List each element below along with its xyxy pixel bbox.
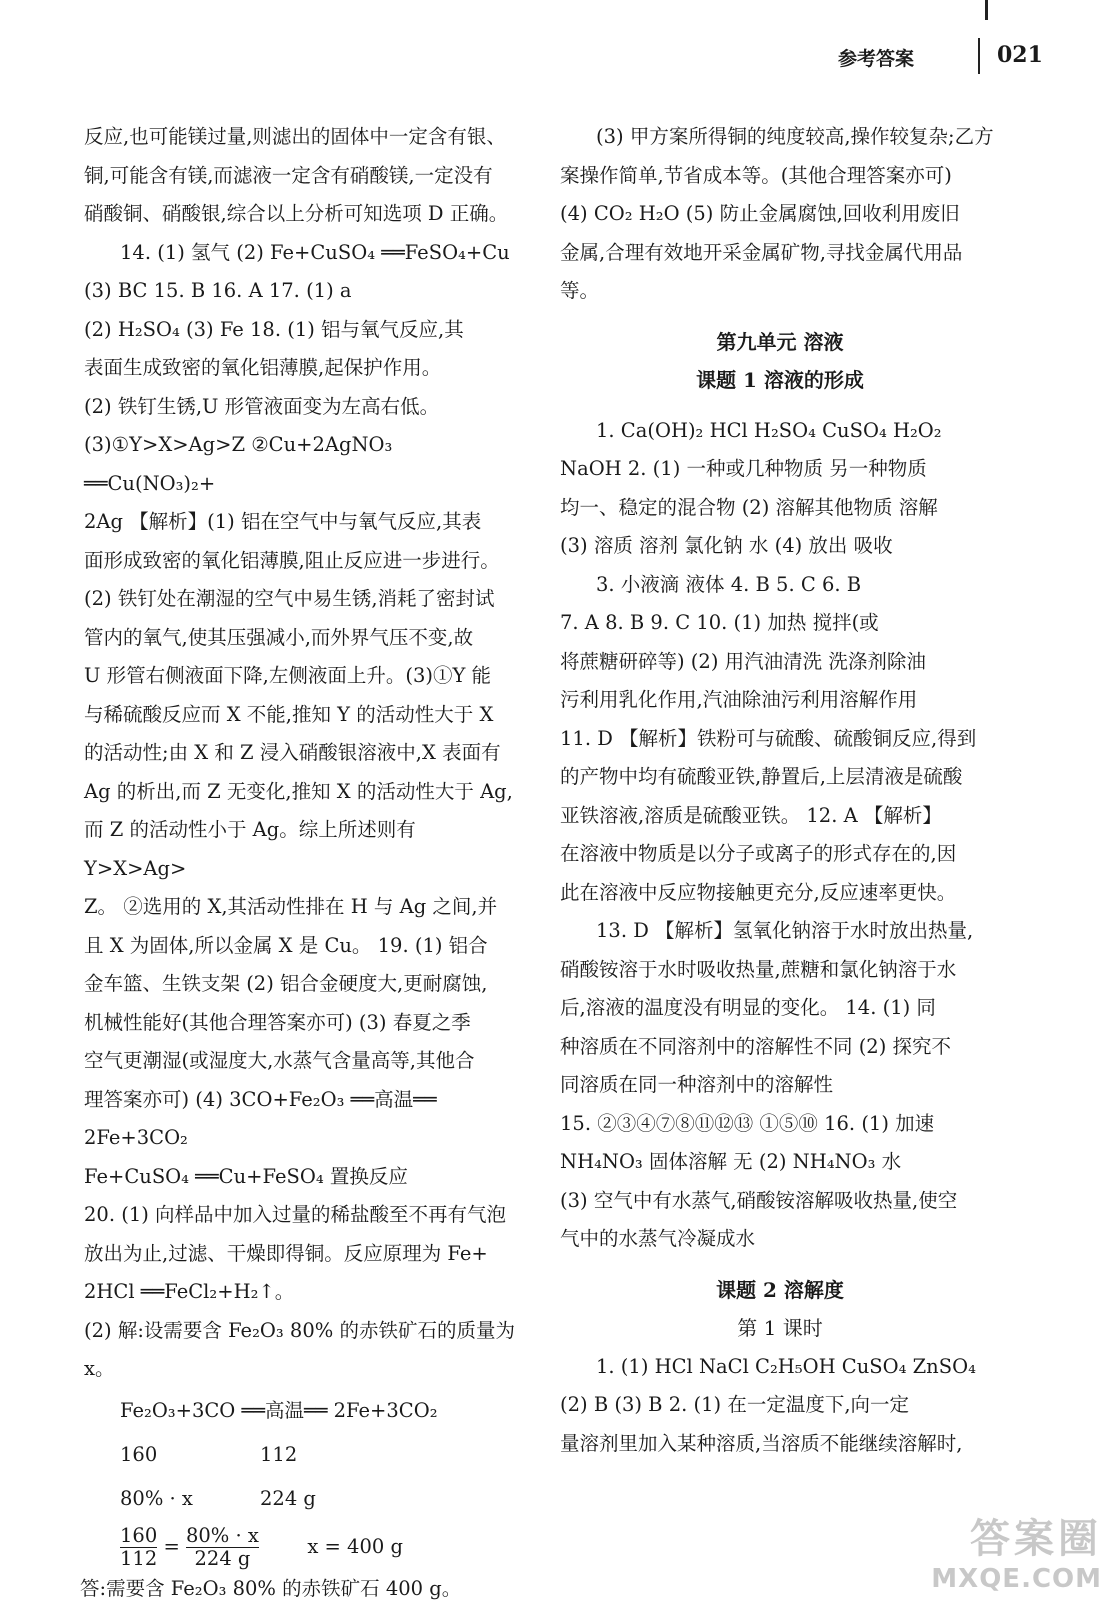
text-line: 亚铁溶液,溶质是硫酸亚铁。 12. A 【解析】 [560,797,1000,836]
calc-result: x = 400 g [307,1535,403,1558]
text-line: 金车篮、生铁支架 (2) 铝合金硬度大,更耐腐蚀, [84,965,516,1004]
text-line: 13. D 【解析】氢氧化钠溶于水时放出热量, [560,912,1000,951]
text-line: (3) 甲方案所得铜的纯度较高,操作较复杂;乙方 [560,118,1000,157]
text-line: 管内的氧气,使其压强减小,而外界气压不变,故 [84,619,516,658]
text-line: 的产物中均有硫酸亚铁,静置后,上层清液是硫酸 [560,758,1000,797]
text-line: 硝酸铵溶于水时吸收热量,蔗糖和氯化钠溶于水 [560,951,1000,990]
text-line: 反应,也可能镁过量,则滤出的固体中一定含有银、 [84,118,516,157]
text-line: (2) 铁钉处在潮湿的空气中易生锈,消耗了密封试 [84,580,516,619]
calc-equation: Fe₂O₃+3CO ══高温══ 2Fe+3CO₂ [120,1389,516,1433]
calc-cell: 160 [120,1433,260,1477]
text-line: 量溶剂里加入某种溶质,当溶质不能继续溶解时, [560,1425,1000,1464]
fraction-numerator: 80% · x [186,1525,259,1548]
text-line: Ag 的析出,而 Z 无变化,推知 X 的活动性大于 Ag, [84,773,516,812]
text-line: 同溶质在同一种溶剂中的溶解性 [560,1066,1000,1105]
text-line: 此在溶液中反应物接触更充分,反应速率更快。 [560,874,1000,913]
text-line: U 形管右侧液面下降,左侧液面上升。(3)①Y 能 [84,657,516,696]
lesson-title: 课题 2 溶解度 [560,1271,1000,1310]
calc-proportion [120,1521,516,1570]
text-line: (3)①Y>X>Ag>Z ②Cu+2AgNO₃ ══Cu(NO₃)₂+ [84,426,516,503]
period-title: 第 1 课时 [560,1309,1000,1348]
text-line: 硝酸铜、硝酸银,综合以上分析可知选项 D 正确。 [84,195,516,234]
header-divider [978,38,980,74]
text-line: 而 Z 的活动性小于 Ag。综上所述则有 Y>X>Ag> [84,811,516,888]
text-line: (2) 铁钉生锈,U 形管液面变为左高右低。 [84,388,516,427]
calc-cell: 224 g [260,1487,316,1510]
binding-rule [985,0,988,20]
text-line: 均一、稳定的混合物 (2) 溶解其他物质 溶解 [560,489,1000,528]
running-header-title: 参考答案 [838,44,914,71]
fraction-numerator: 160 [120,1525,157,1548]
watermark-url: MXQE.COM [931,1564,1102,1594]
text-line: 2Ag 【解析】(1) 铝在空气中与氧气反应,其表 [84,503,516,542]
text-line: Z。 ②选用的 X,其活动性排在 H 与 Ag 之间,并 [84,888,516,927]
text-line: 种溶质在不同溶剂中的溶解性不同 (2) 探究不 [560,1028,1000,1067]
page-number: 021 [997,42,1043,68]
equals-sign: = [163,1535,179,1558]
text-line: x。 [84,1350,516,1389]
answer-line: 答:需要含 Fe₂O₃ 80% 的赤铁矿石 400 g。 [80,1570,516,1608]
calc-row [120,1477,516,1521]
text-line: (4) CO₂ H₂O (5) 防止金属腐蚀,回收利用废旧 [560,195,1000,234]
text-line: (2) H₂SO₄ (3) Fe 18. (1) 铝与氧气反应,其 [84,311,516,350]
text-line: 2HCl ══FeCl₂+H₂↑。 [84,1273,516,1312]
text-line: 后,溶液的温度没有明显的变化。 14. (1) 同 [560,989,1000,1028]
text-line: 15. ②③④⑦⑧⑪⑫⑬ ①⑤⑩ 16. (1) 加速 [560,1105,1000,1144]
text-line: 与稀硫酸反应而 X 不能,推知 Y 的活动性大于 X [84,696,516,735]
text-line: 铜,可能含有镁,而滤液一定含有硝酸镁,一定没有 [84,157,516,196]
fraction-denominator: 224 g [186,1548,259,1570]
left-column [84,118,516,1608]
text-line: 且 X 为固体,所以金属 X 是 Cu。 19. (1) 铝合 [84,927,516,966]
calc-cell: 112 [260,1443,297,1466]
watermark [931,1507,1102,1594]
text-line: 金属,合理有效地开采金属矿物,寻找金属代用品 [560,234,1000,273]
text-line: 面形成致密的氧化铝薄膜,阻止反应进一步进行。 [84,542,516,581]
text-line: 3. 小液滴 液体 4. B 5. C 6. B [560,566,1000,605]
text-line: 等。 [560,272,1000,311]
text-line: 机械性能好(其他合理答案亦可) (3) 春夏之季 [84,1004,516,1043]
text-line: 在溶液中物质是以分子或离子的形式存在的,因 [560,835,1000,874]
watermark-logo: 答案圈 [931,1507,1102,1564]
text-line: 空气更潮湿(或湿度大,水蒸气含量高等,其他合 [84,1042,516,1081]
lesson-title: 课题 1 溶液的形成 [560,361,1000,400]
text-line: 7. A 8. B 9. C 10. (1) 加热 搅拌(或 [560,604,1000,643]
text-line: NH₄NO₃ 固体溶解 无 (2) NH₄NO₃ 水 [560,1143,1000,1182]
text-line: 20. (1) 向样品中加入过量的稀盐酸至不再有气泡 [84,1196,516,1235]
text-line: 的活动性;由 X 和 Z 浸入硝酸银溶液中,X 表面有 [84,734,516,773]
text-line: (3) 空气中有水蒸气,硝酸铵溶解吸收热量,使空 [560,1182,1000,1221]
text-line: Fe+CuSO₄ ══Cu+FeSO₄ 置换反应 [84,1158,516,1197]
text-line: NaOH 2. (1) 一种或几种物质 另一种物质 [560,450,1000,489]
calc-cell: 80% · x [120,1477,260,1521]
text-line: 14. (1) 氢气 (2) Fe+CuSO₄ ══FeSO₄+Cu [84,234,516,273]
text-line: 案操作简单,节省成本等。(其他合理答案亦可) [560,157,1000,196]
text-line: (3) 溶质 溶剂 氯化钠 水 (4) 放出 吸收 [560,527,1000,566]
fraction-right [186,1525,259,1570]
text-line: (3) BC 15. B 16. A 17. (1) a [84,272,516,311]
text-line: 表面生成致密的氧化铝薄膜,起保护作用。 [84,349,516,388]
unit-title: 第九单元 溶液 [560,323,1000,362]
text-line: 理答案亦可) (4) 3CO+Fe₂O₃ ══高温══ 2Fe+3CO₂ [84,1081,516,1158]
text-line: 1. (1) HCl NaCl C₂H₅OH CuSO₄ ZnSO₄ [560,1348,1000,1387]
text-line: 1. Ca(OH)₂ HCl H₂SO₄ CuSO₄ H₂O₂ [560,412,1000,451]
calculation-block [84,1389,516,1570]
fraction-left [120,1525,157,1570]
fraction-denominator: 112 [120,1548,157,1570]
text-line: 气中的水蒸气冷凝成水 [560,1220,1000,1259]
text-line: 放出为止,过滤、干燥即得铜。反应原理为 Fe+ [84,1235,516,1274]
text-line: 11. D 【解析】铁粉可与硫酸、硫酸铜反应,得到 [560,720,1000,759]
text-line: (2) B (3) B 2. (1) 在一定温度下,向一定 [560,1386,1000,1425]
text-line: 污利用乳化作用,汽油除油污利用溶解作用 [560,681,1000,720]
calc-row [120,1433,516,1477]
text-line: 将蔗糖研碎等) (2) 用汽油清洗 洗涤剂除油 [560,643,1000,682]
right-column [560,118,1000,1463]
text-line: (2) 解:设需要含 Fe₂O₃ 80% 的赤铁矿石的质量为 [84,1312,516,1351]
